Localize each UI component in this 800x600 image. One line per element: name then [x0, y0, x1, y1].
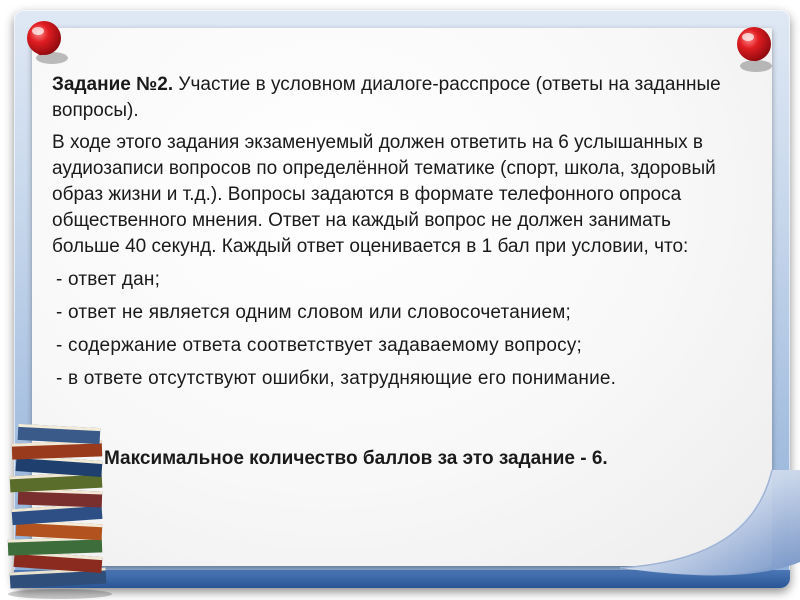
- book-stack-icon: [0, 418, 120, 600]
- task-subtitle: Участие в условном диалоге-расспросе (ответы на заданные вопросы).: [52, 74, 721, 121]
- task-title: [52, 72, 742, 124]
- page-curl-icon: [560, 470, 800, 590]
- list-item: - ответ дан;: [56, 269, 161, 290]
- list-item: - содержание ответа соответствует задаваемому вопросу;: [56, 335, 583, 356]
- task-description: В ходе этого задания экзаменуемый должен ответить на 6 услышанных в аудиозаписи вопросов по определённой тематике (спорт, школа, здоровый образ жизни и т.д.). Вопросы задаются в формате телефонного опроса общественного мнения. Ответ на каждый вопрос не должен занимать больше 40 секунд. Каждый ответ оценивается в 1 бал при условии, что:: [52, 132, 716, 257]
- conditions-list: [52, 268, 742, 391]
- list-item: - в ответе отсутствуют ошибки, затрудняющие его понимание.: [56, 368, 617, 389]
- pushpin-icon: [726, 20, 782, 76]
- pushpin-icon: [18, 14, 74, 70]
- list-item: - ответ не является одним словом или словосочетанием;: [56, 302, 572, 323]
- slide-content: [52, 72, 742, 400]
- task-heading: Задание №2.: [52, 74, 174, 95]
- max-score-text: Максимальное количество баллов за это задание - 6.: [104, 448, 608, 469]
